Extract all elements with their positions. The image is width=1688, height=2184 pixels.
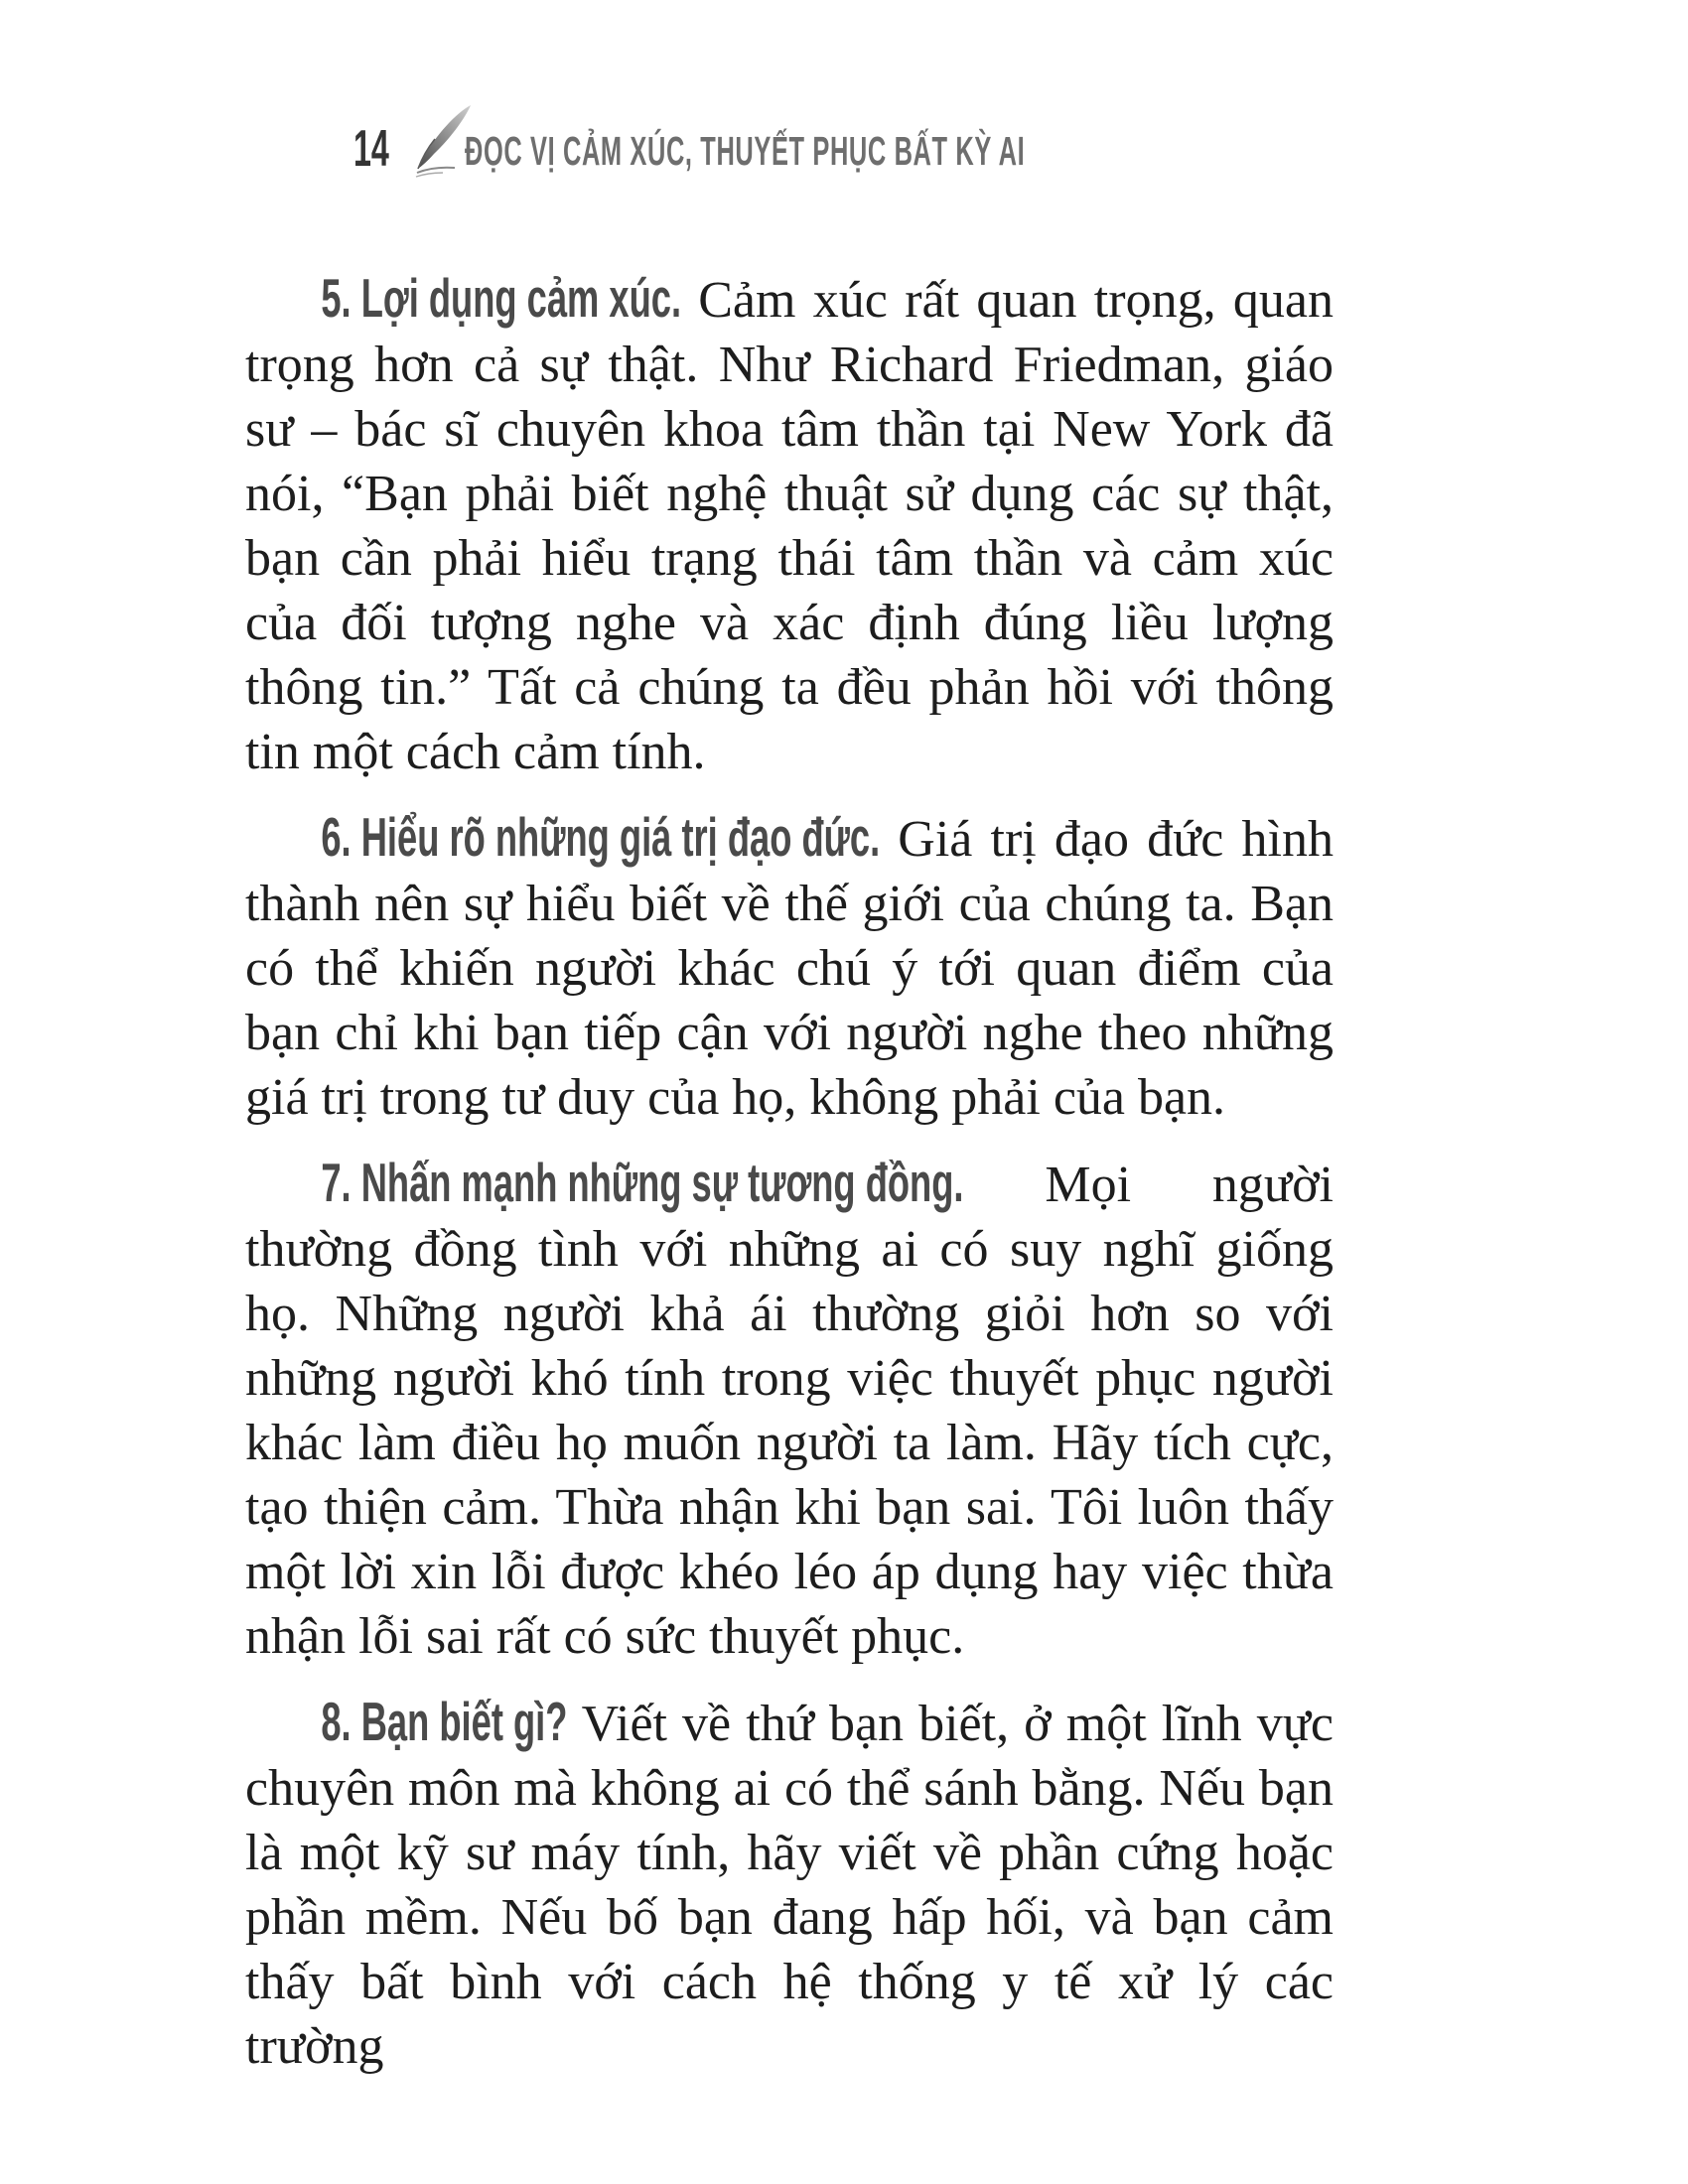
paragraph-5 bbox=[245, 266, 1334, 784]
paragraph-7-heading: 7. Nhấn mạnh những sự tương đồng. bbox=[321, 1152, 964, 1213]
paragraph-6-text: Giá trị đạo đức hình thành nên sự hiểu biết về thế giới của chúng ta. Bạn có thể khiến người khác chú ý tới quan điểm của bạn chỉ khi bạn tiếp cận với người nghe theo những giá trị trong tư duy của họ, không phải của bạn. bbox=[245, 811, 1334, 1126]
running-header-title: ĐỌC VỊ CẢM XÚC, THUYẾT PHỤC BẤT KỲ AI bbox=[465, 128, 1026, 174]
paragraph-6 bbox=[245, 805, 1334, 1130]
page-number: 14 bbox=[353, 120, 389, 178]
paragraph-8 bbox=[245, 1690, 1334, 2079]
paragraph-8-heading: 8. Bạn biết gì? bbox=[321, 1691, 568, 1752]
paragraph-7-text: Mọi người thường đồng tình với những ai có suy nghĩ giống họ. Những người khả ái thường giỏi hơn so với những người khó tính trong việc thuyết phục người khác làm điều họ muốn người ta làm. Hãy tích cực, tạo thiện cảm. Thừa nhận khi bạn sai. Tôi luôn thấy một lời xin lỗi được khéo léo áp dụng hay việc thừa nhận lỗi sai rất có sức thuyết phục. bbox=[245, 1157, 1335, 1665]
paragraph-7 bbox=[245, 1151, 1334, 1669]
paragraph-8-text: Viết về thứ bạn biết, ở một lĩnh vực chuyên môn mà không ai có thể sánh bằng. Nếu bạn là một kỹ sư máy tính, hãy viết về phần cứng hoặc phần mềm. Nếu bố bạn đang hấp hối, và bạn cảm thấy bất bình với cách hệ thống y tế xử lý các trường bbox=[245, 1696, 1334, 2075]
paragraph-5-text: Cảm xúc rất quan trọng, quan trọng hơn cả sự thật. Như Richard Friedman, giáo sư – bác sĩ chuyên khoa tâm thần tại New York đã nói, “Bạn phải biết nghệ thuật sử dụng các sự thật, bạn cần phải hiểu trạng thái tâm thần và cảm xúc của đối tượng nghe và xác định đúng liều lượng thông tin.” Tất cả chúng ta đều phản hồi với thông tin một cách cảm tính. bbox=[245, 272, 1334, 780]
paragraph-5-heading: 5. Lợi dụng cảm xúc. bbox=[321, 267, 682, 329]
paragraph-6-heading: 6. Hiểu rõ những giá trị đạo đức. bbox=[321, 806, 881, 868]
page-body bbox=[245, 266, 1334, 2100]
